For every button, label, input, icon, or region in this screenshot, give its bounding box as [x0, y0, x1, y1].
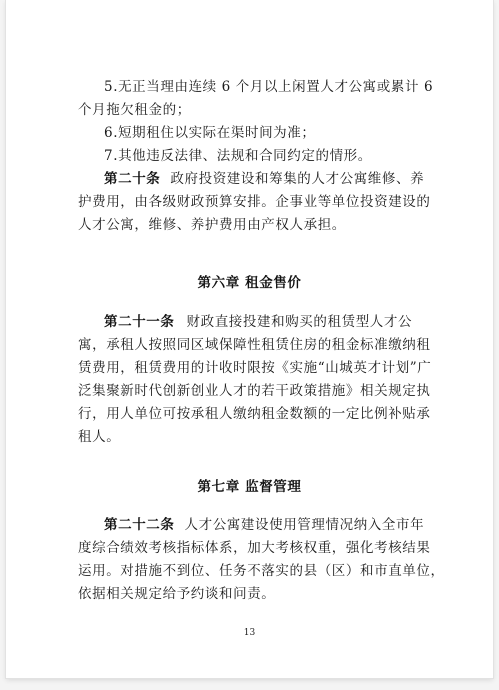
list-item-7: 7.其他违反法律、法规和合同约定的情形。	[104, 148, 372, 164]
article-22-line-3: 运用。对措施不到位、任务不落实的县（区）和市直单位，	[78, 563, 445, 579]
page-number: 13	[243, 628, 256, 638]
article-21-line-5: 行，用人单位可按承租人缴纳租金数额的一定比例补贴承	[78, 406, 431, 422]
article-21-line-3: 赁费用，租赁费用的计收时限按《实施“山城英才计划”广	[78, 360, 432, 376]
article-20-text-1: 政府投资建设和筹集的人才公寓维修、养	[170, 171, 425, 187]
article-20-line-1	[78, 168, 433, 191]
list-item-5-line-1: 5.无正当理由连续 6 个月以上闲置人才公寓或累计 6	[104, 79, 434, 95]
article-22	[78, 514, 445, 606]
article-21-line-4: 泛集聚新时代创新创业人才的若干政策措施》相关规定执	[78, 383, 431, 399]
article-20	[78, 168, 433, 237]
article-22-line-1	[78, 514, 433, 537]
article-22-line-2: 度综合绩效考核指标体系，加大考核权重，强化考核结果	[78, 540, 431, 556]
article-21-line-6: 租人。	[78, 429, 121, 445]
chapter-7-heading: 第七章 监督管理	[197, 479, 302, 495]
article-20-line-3: 人才公寓，维修、养护费用由产权人承担。	[78, 217, 346, 233]
article-21-line-2: 寓，承租人按照同区域保障性租赁住房的租金标准缴纳租	[78, 337, 431, 353]
article-21-label: 第二十一条	[104, 314, 175, 330]
article-21-line-1	[78, 311, 433, 334]
article-20-line-2: 护费用，由各级财政预算安排。企事业等单位投资建设的	[78, 194, 431, 210]
list-item-6: 6.短期租住以实际在渠时间为准；	[104, 125, 316, 141]
chapter-6-heading: 第六章 租金售价	[197, 275, 302, 291]
article-21	[78, 311, 433, 449]
list-item-5-line-2: 个月拖欠租金的；	[78, 102, 191, 118]
article-21-text-1: 财政直接投建和购买的租赁型人才公	[186, 314, 413, 330]
article-22-label: 第二十二条	[104, 517, 175, 533]
article-22-line-4: 依据相关规定给予约谈和问责。	[78, 586, 276, 602]
article-20-label: 第二十条	[104, 171, 161, 187]
article-22-text-1: 人才公寓建设使用管理情况纳入全市年	[184, 517, 425, 533]
list-item-5	[78, 76, 433, 122]
document-page	[6, 0, 493, 678]
